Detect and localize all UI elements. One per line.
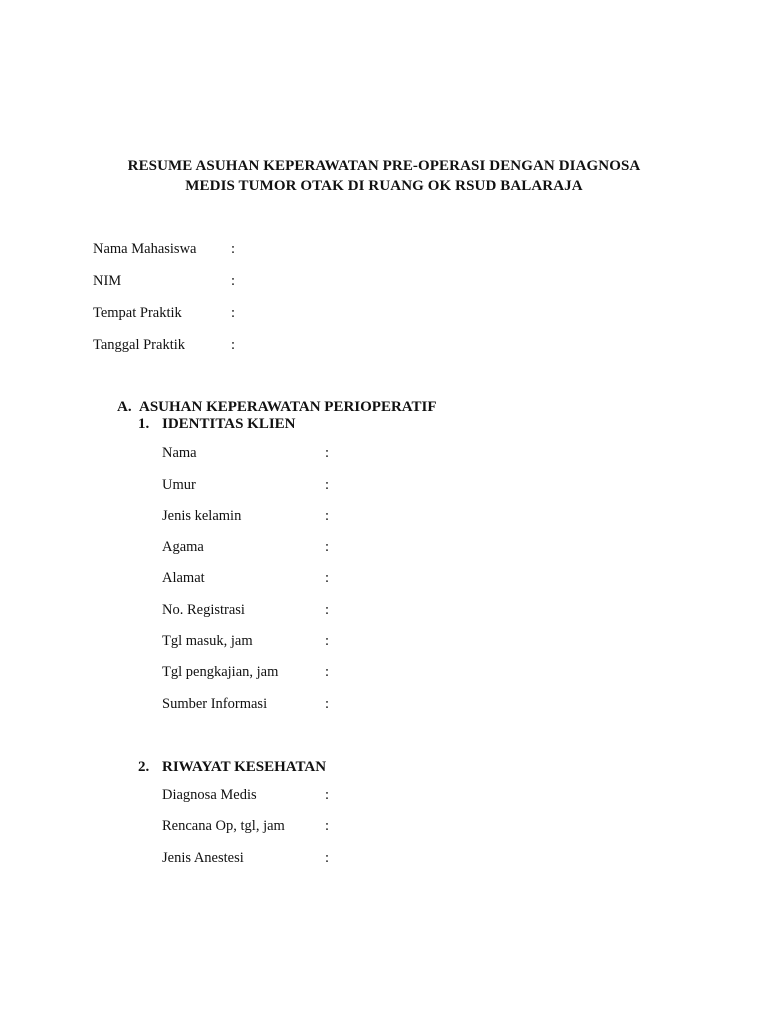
section-number: A. (117, 399, 132, 415)
field-separator: : (325, 508, 330, 524)
document-title-line-1: RESUME ASUHAN KEPERAWATAN PRE-OPERASI DENGAN DIAGNOSA (127, 158, 641, 174)
field-separator: : (231, 337, 236, 353)
field-label: Rencana Op, tgl, jam (162, 818, 285, 834)
field-rencana-op (162, 816, 342, 836)
field-jenis-kelamin (162, 506, 342, 526)
field-label: Tempat Praktik (93, 305, 182, 321)
section-title: RIWAYAT KESEHATAN (162, 759, 327, 775)
field-tgl-pengkajian (162, 662, 342, 682)
field-separator: : (325, 818, 330, 834)
field-tanggal-praktik (93, 335, 253, 355)
field-agama (162, 537, 342, 557)
section-number: 2. (138, 759, 150, 775)
field-label: Jenis kelamin (162, 508, 242, 524)
field-separator: : (325, 539, 330, 555)
field-nama (162, 443, 342, 463)
field-separator: : (325, 664, 330, 680)
field-no-registrasi (162, 600, 342, 620)
field-diagnosa-medis (162, 785, 342, 805)
field-separator: : (325, 477, 330, 493)
field-separator: : (231, 305, 236, 321)
field-label: Jenis Anestesi (162, 850, 244, 866)
field-label: Nama (162, 445, 197, 461)
field-jenis-anestesi (162, 848, 342, 868)
section-title: IDENTITAS KLIEN (162, 416, 296, 432)
field-separator: : (325, 787, 330, 803)
field-label: Tanggal Praktik (93, 337, 186, 353)
section-title: ASUHAN KEPERAWATAN PERIOPERATIF (139, 399, 437, 415)
field-sumber-informasi (162, 694, 342, 714)
field-separator: : (325, 570, 330, 586)
field-label: Umur (162, 477, 196, 493)
field-label: Diagnosa Medis (162, 787, 257, 803)
field-umur (162, 475, 342, 495)
field-label: Alamat (162, 570, 205, 586)
field-label: Sumber Informasi (162, 696, 268, 712)
section-number: 1. (138, 416, 150, 432)
field-nama-mahasiswa (93, 239, 253, 259)
field-separator: : (325, 850, 330, 866)
field-separator: : (325, 602, 330, 618)
section-2-heading (138, 757, 438, 777)
field-label: NIM (93, 273, 122, 289)
field-label: Tgl masuk, jam (162, 633, 253, 649)
field-label: Agama (162, 539, 204, 555)
field-tempat-praktik (93, 303, 253, 323)
field-separator: : (325, 633, 330, 649)
field-label: No. Registrasi (162, 602, 245, 618)
field-separator: : (231, 273, 236, 289)
field-alamat (162, 568, 342, 588)
field-nim (93, 271, 253, 291)
section-1-heading (138, 414, 438, 434)
field-separator: : (325, 696, 330, 712)
document-title-line-2: MEDIS TUMOR OTAK DI RUANG OK RSUD BALARAJA (185, 178, 583, 194)
field-separator: : (325, 445, 330, 461)
field-separator: : (231, 241, 236, 257)
field-tgl-masuk (162, 631, 342, 651)
field-label: Nama Mahasiswa (93, 241, 197, 257)
field-label: Tgl pengkajian, jam (162, 664, 279, 680)
